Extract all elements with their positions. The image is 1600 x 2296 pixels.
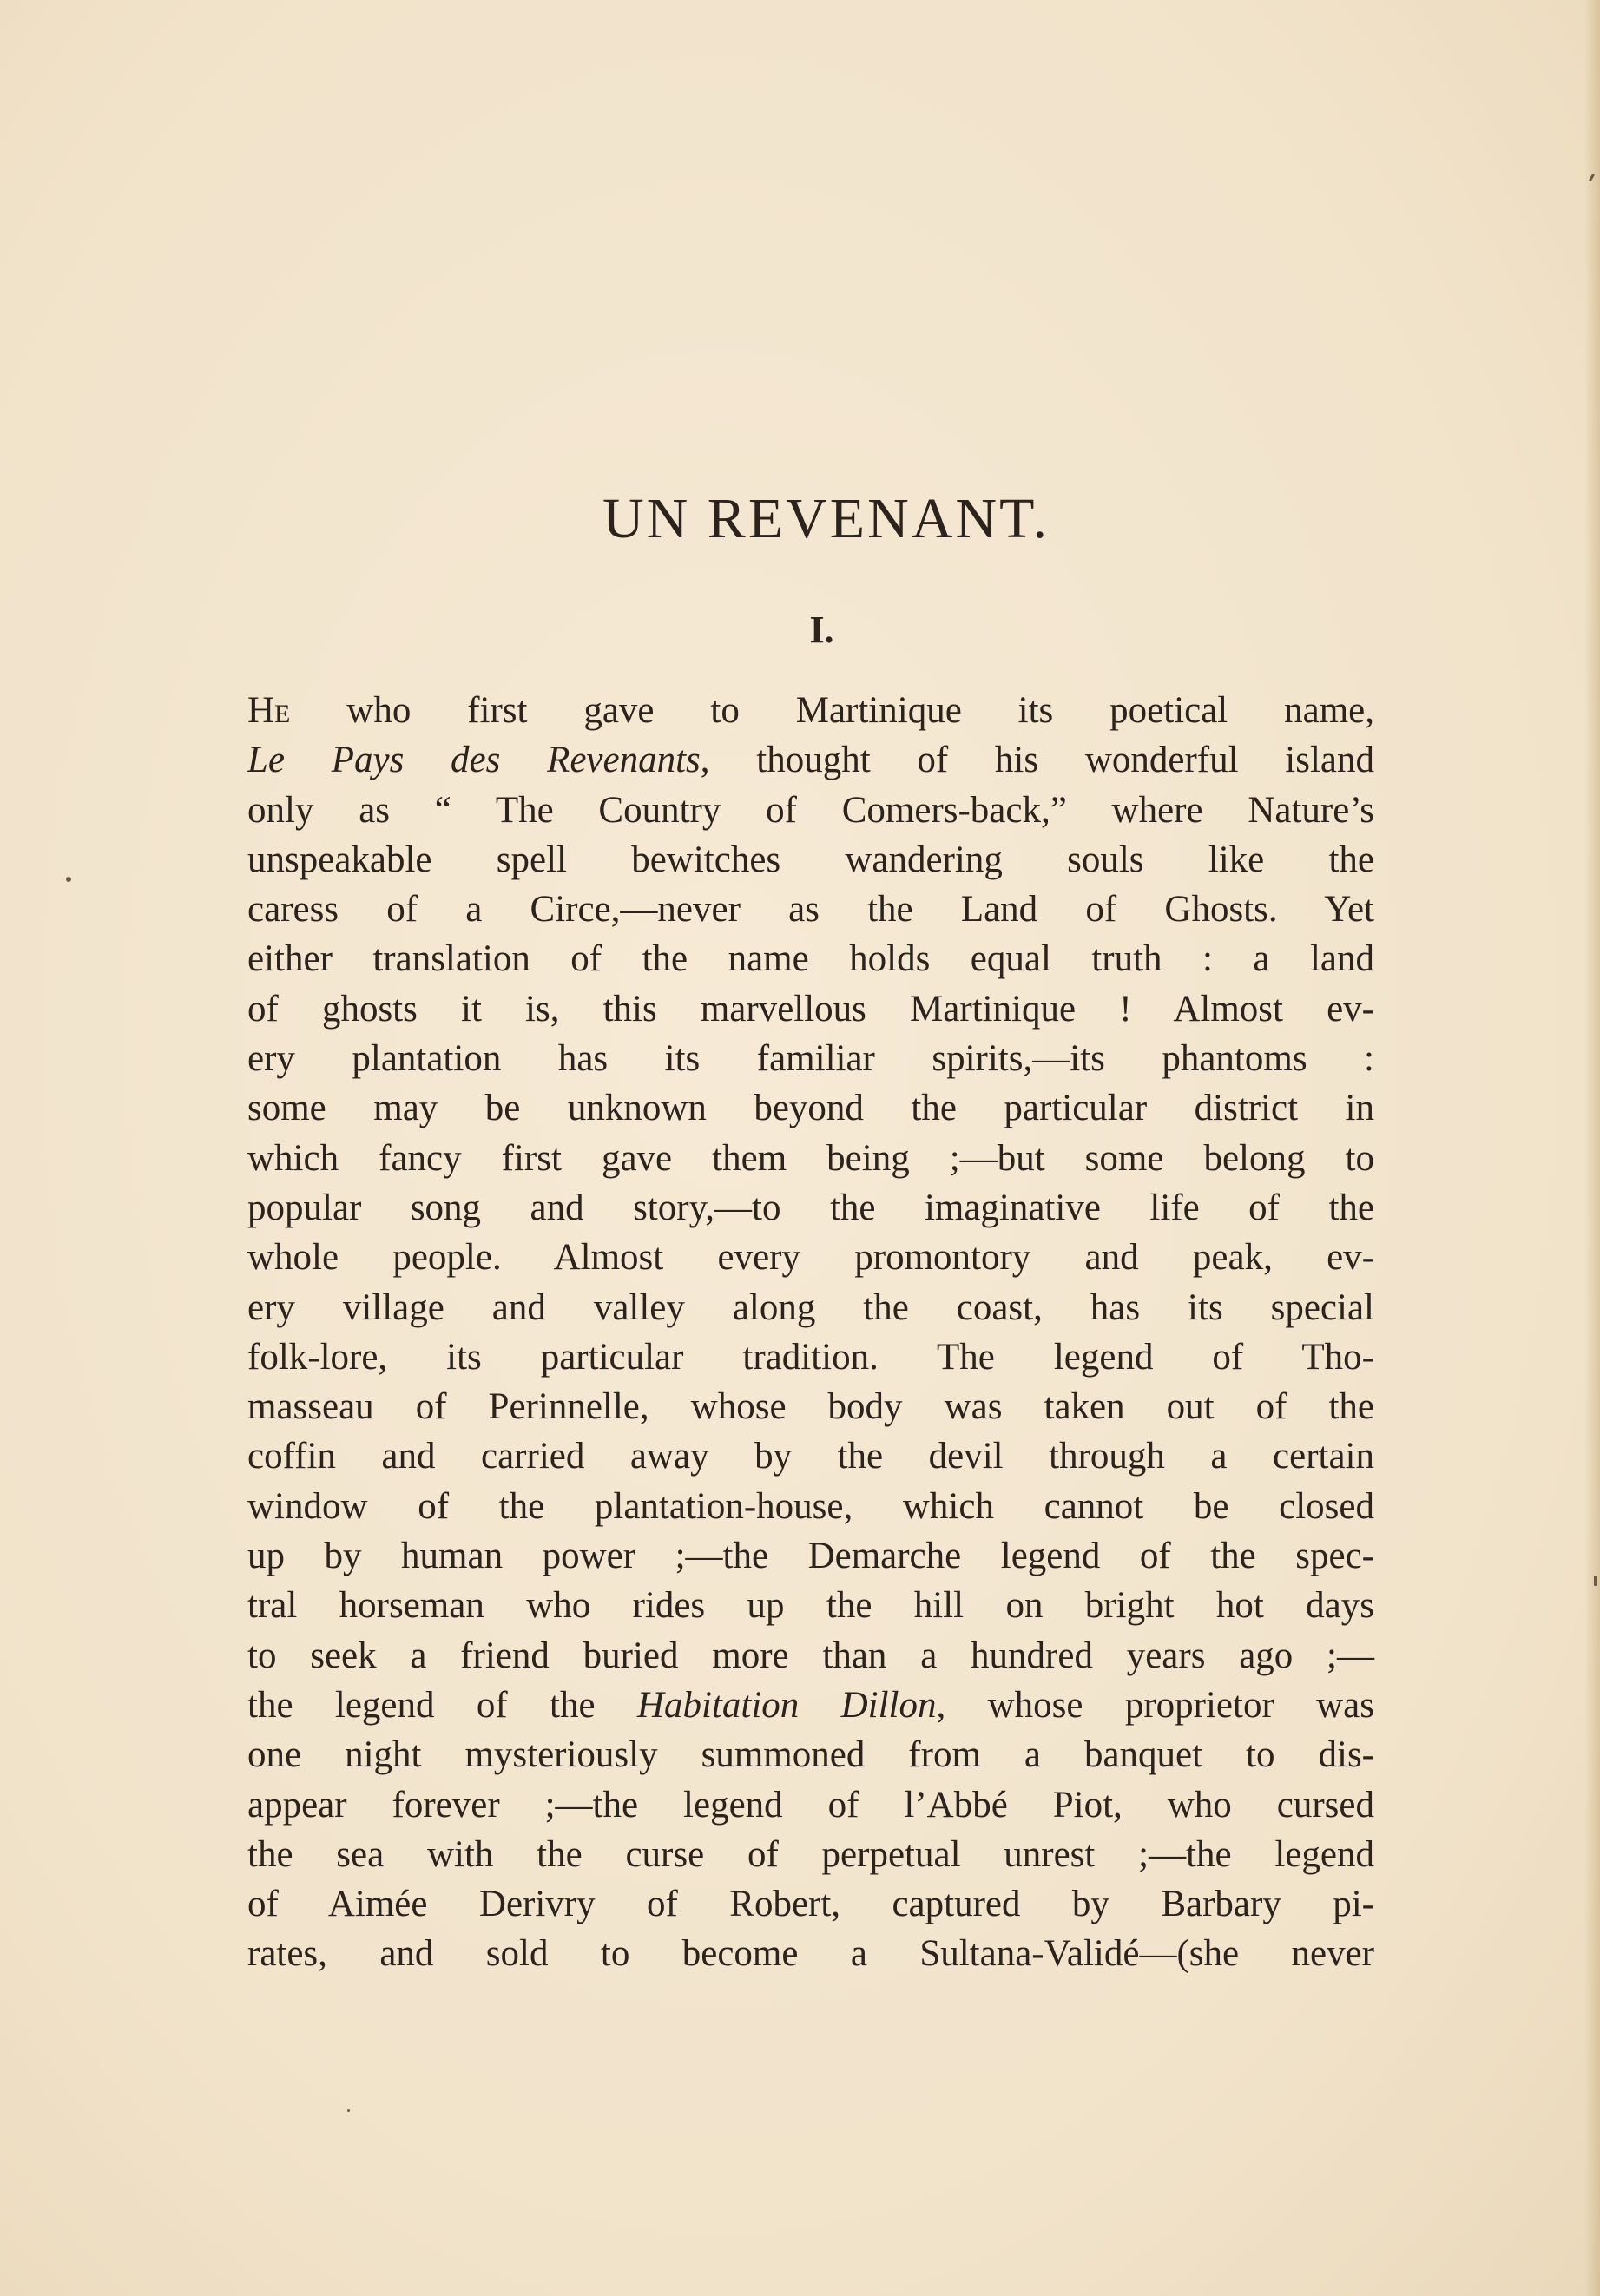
drop-lead-word: He bbox=[247, 690, 291, 731]
text-line: window of the plantation-house, which cannot be closed bbox=[247, 1485, 1374, 1527]
text-line: whole people. Almost every promontory and peak, ev- bbox=[247, 1237, 1374, 1279]
page-edge-shadow bbox=[1584, 0, 1600, 2296]
text-line: only as “ The Country of Comers-back,” where Nature’s bbox=[247, 789, 1374, 831]
text-line: caress of a Circe,—never as the Land of Ghosts. Yet bbox=[247, 889, 1374, 931]
text-line: Le Pays des Revenants, thought of his wonderful island bbox=[247, 740, 1375, 781]
section-number: I. bbox=[809, 609, 834, 651]
text-line: of Aimée Derivry of Robert, captured by Barbary pi- bbox=[247, 1884, 1374, 1925]
text-line: masseau of Perinnelle, whose body was taken out of the bbox=[247, 1386, 1374, 1428]
italic-phrase: Habitation Dillon bbox=[636, 1684, 937, 1726]
paper-speck bbox=[66, 877, 71, 882]
paper-speck bbox=[1594, 1576, 1597, 1586]
text-line: one night mysteriously summoned from a banquet to dis- bbox=[247, 1734, 1374, 1776]
text-line: appear forever ;—the legend of l’Abbé Piot, who cursed bbox=[247, 1784, 1374, 1826]
text-line: coffin and carried away by the devil through a certain bbox=[247, 1436, 1374, 1477]
text-line: rates, and sold to become a Sultana-Validé—(she never bbox=[247, 1933, 1374, 1975]
text-line: folk-lore, its particular tradition. The legend of Tho- bbox=[247, 1336, 1374, 1378]
text-line: He who first gave to Martinique its poetical name, bbox=[247, 690, 1374, 731]
text-line: some may be unknown beyond the particular district in bbox=[247, 1088, 1374, 1129]
text-line: of ghosts it is, this marvellous Martinique ! Almost ev- bbox=[247, 988, 1374, 1030]
text-line: the sea with the curse of perpetual unrest ;—the legend bbox=[247, 1833, 1374, 1875]
text-line: ery village and valley along the coast, has its special bbox=[247, 1286, 1374, 1328]
text-line: the legend of the Habitation Dillon, whose proprietor was bbox=[247, 1684, 1375, 1726]
paper-speck bbox=[347, 2109, 350, 2112]
text-line: either translation of the name holds equal truth : a land bbox=[247, 938, 1374, 980]
text-line: ery plantation has its familiar spirits,—its phantoms : bbox=[247, 1038, 1374, 1080]
text-line: up by human power ;—the Demarche legend of the spec- bbox=[247, 1536, 1374, 1577]
text-line: which fancy first gave them being ;—but some belong to bbox=[247, 1137, 1374, 1179]
italic-phrase: Le Pays des Revenants bbox=[247, 740, 701, 781]
text-line: unspeakable spell bewitches wandering souls like the bbox=[247, 839, 1374, 880]
text-line: to seek a friend buried more than a hundred years ago ;— bbox=[247, 1635, 1374, 1676]
chapter-title: UN REVENANT. bbox=[602, 487, 1050, 550]
text-line: tral horseman who rides up the hill on bright hot days bbox=[247, 1585, 1374, 1627]
text-line: popular song and story,—to the imaginative life of the bbox=[247, 1187, 1374, 1228]
body-paragraph bbox=[247, 686, 1374, 1979]
